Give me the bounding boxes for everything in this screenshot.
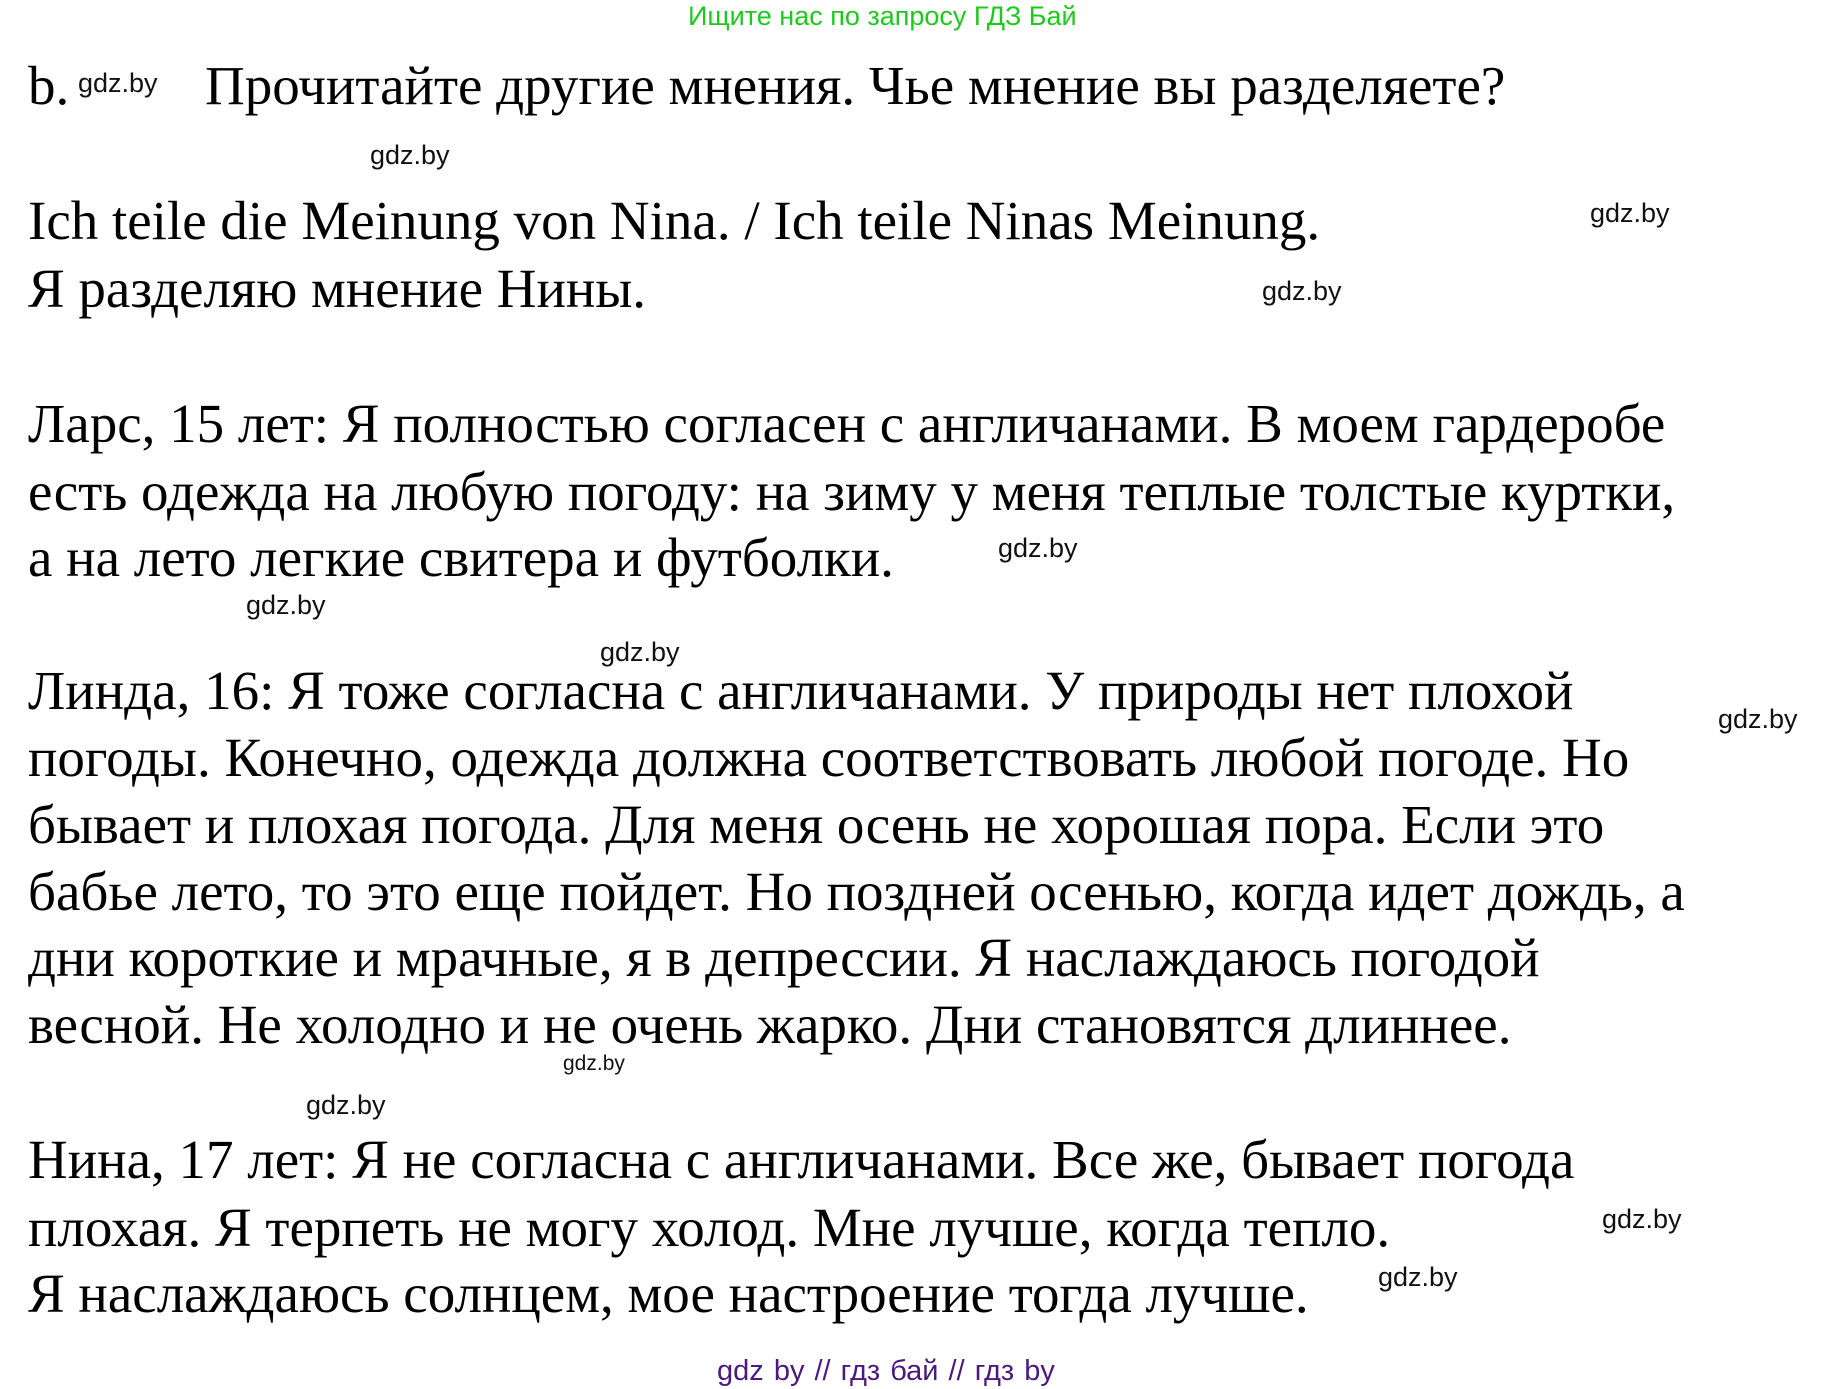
answer-german: Ich teile die Meinung von Nina. / Ich teile Ninas Meinung. <box>28 190 1321 251</box>
watermark: gdz.by <box>600 637 680 667</box>
opinion-line: бабье лето, то это еще пойдет. Но поздней осенью, когда идет дождь, а <box>28 861 1685 922</box>
opinion-line: плохая. Я терпеть не могу холод. Мне лучше, когда тепло. <box>28 1197 1391 1258</box>
watermark: gdz.by <box>1262 276 1342 306</box>
task-prompt: Прочитайте другие мнения. Чье мнение вы разделяете? <box>205 55 1506 116</box>
task-label: b. <box>28 55 70 116</box>
opinion-line: а на лето легкие свитера и футболки. <box>28 527 894 588</box>
top-banner: Ищите нас по запросу ГДЗ Бай <box>688 1 1077 31</box>
opinion-line: весной. Не холодно и не очень жарко. Дни становятся длиннее. <box>28 994 1512 1055</box>
opinion-line: бывает и плохая погода. Для меня осень не хорошая пора. Если это <box>28 794 1605 855</box>
watermark: gdz.by <box>1378 1262 1458 1292</box>
watermark: gdz.by <box>246 590 326 620</box>
opinion-line: дни короткие и мрачные, я в депрессии. Я наслаждаюсь погодой <box>28 927 1540 988</box>
watermark: gdz.by <box>563 1052 625 1075</box>
opinion-line: Нина, 17 лет: Я не согласна с англичанами. Все же, бывает погода <box>28 1129 1575 1190</box>
watermark: gdz.by <box>1718 704 1798 734</box>
watermark: gdz.by <box>306 1090 386 1120</box>
opinion-line: погоды. Конечно, одежда должна соответствовать любой погоде. Но <box>28 727 1630 788</box>
watermark: gdz.by <box>998 533 1078 563</box>
watermark: gdz.by <box>370 140 450 170</box>
watermark: gdz.by <box>1602 1204 1682 1234</box>
footer-links: gdz by // гдз бай // гдз by <box>717 1355 1055 1387</box>
opinion-line: есть одежда на любую погоду: на зиму у меня теплые толстые куртки, <box>28 461 1676 522</box>
opinion-line: Линда, 16: Я тоже согласна с англичанами. У природы нет плохой <box>28 660 1574 721</box>
watermark: gdz.by <box>1590 198 1670 228</box>
answer-russian: Я разделяю мнение Нины. <box>28 258 647 319</box>
opinion-line: Ларс, 15 лет: Я полностью согласен с англичанами. В моем гардеробе <box>28 393 1666 454</box>
opinion-line: Я наслаждаюсь солнцем, мое настроение тогда лучше. <box>28 1263 1309 1324</box>
watermark: gdz.by <box>78 68 158 98</box>
